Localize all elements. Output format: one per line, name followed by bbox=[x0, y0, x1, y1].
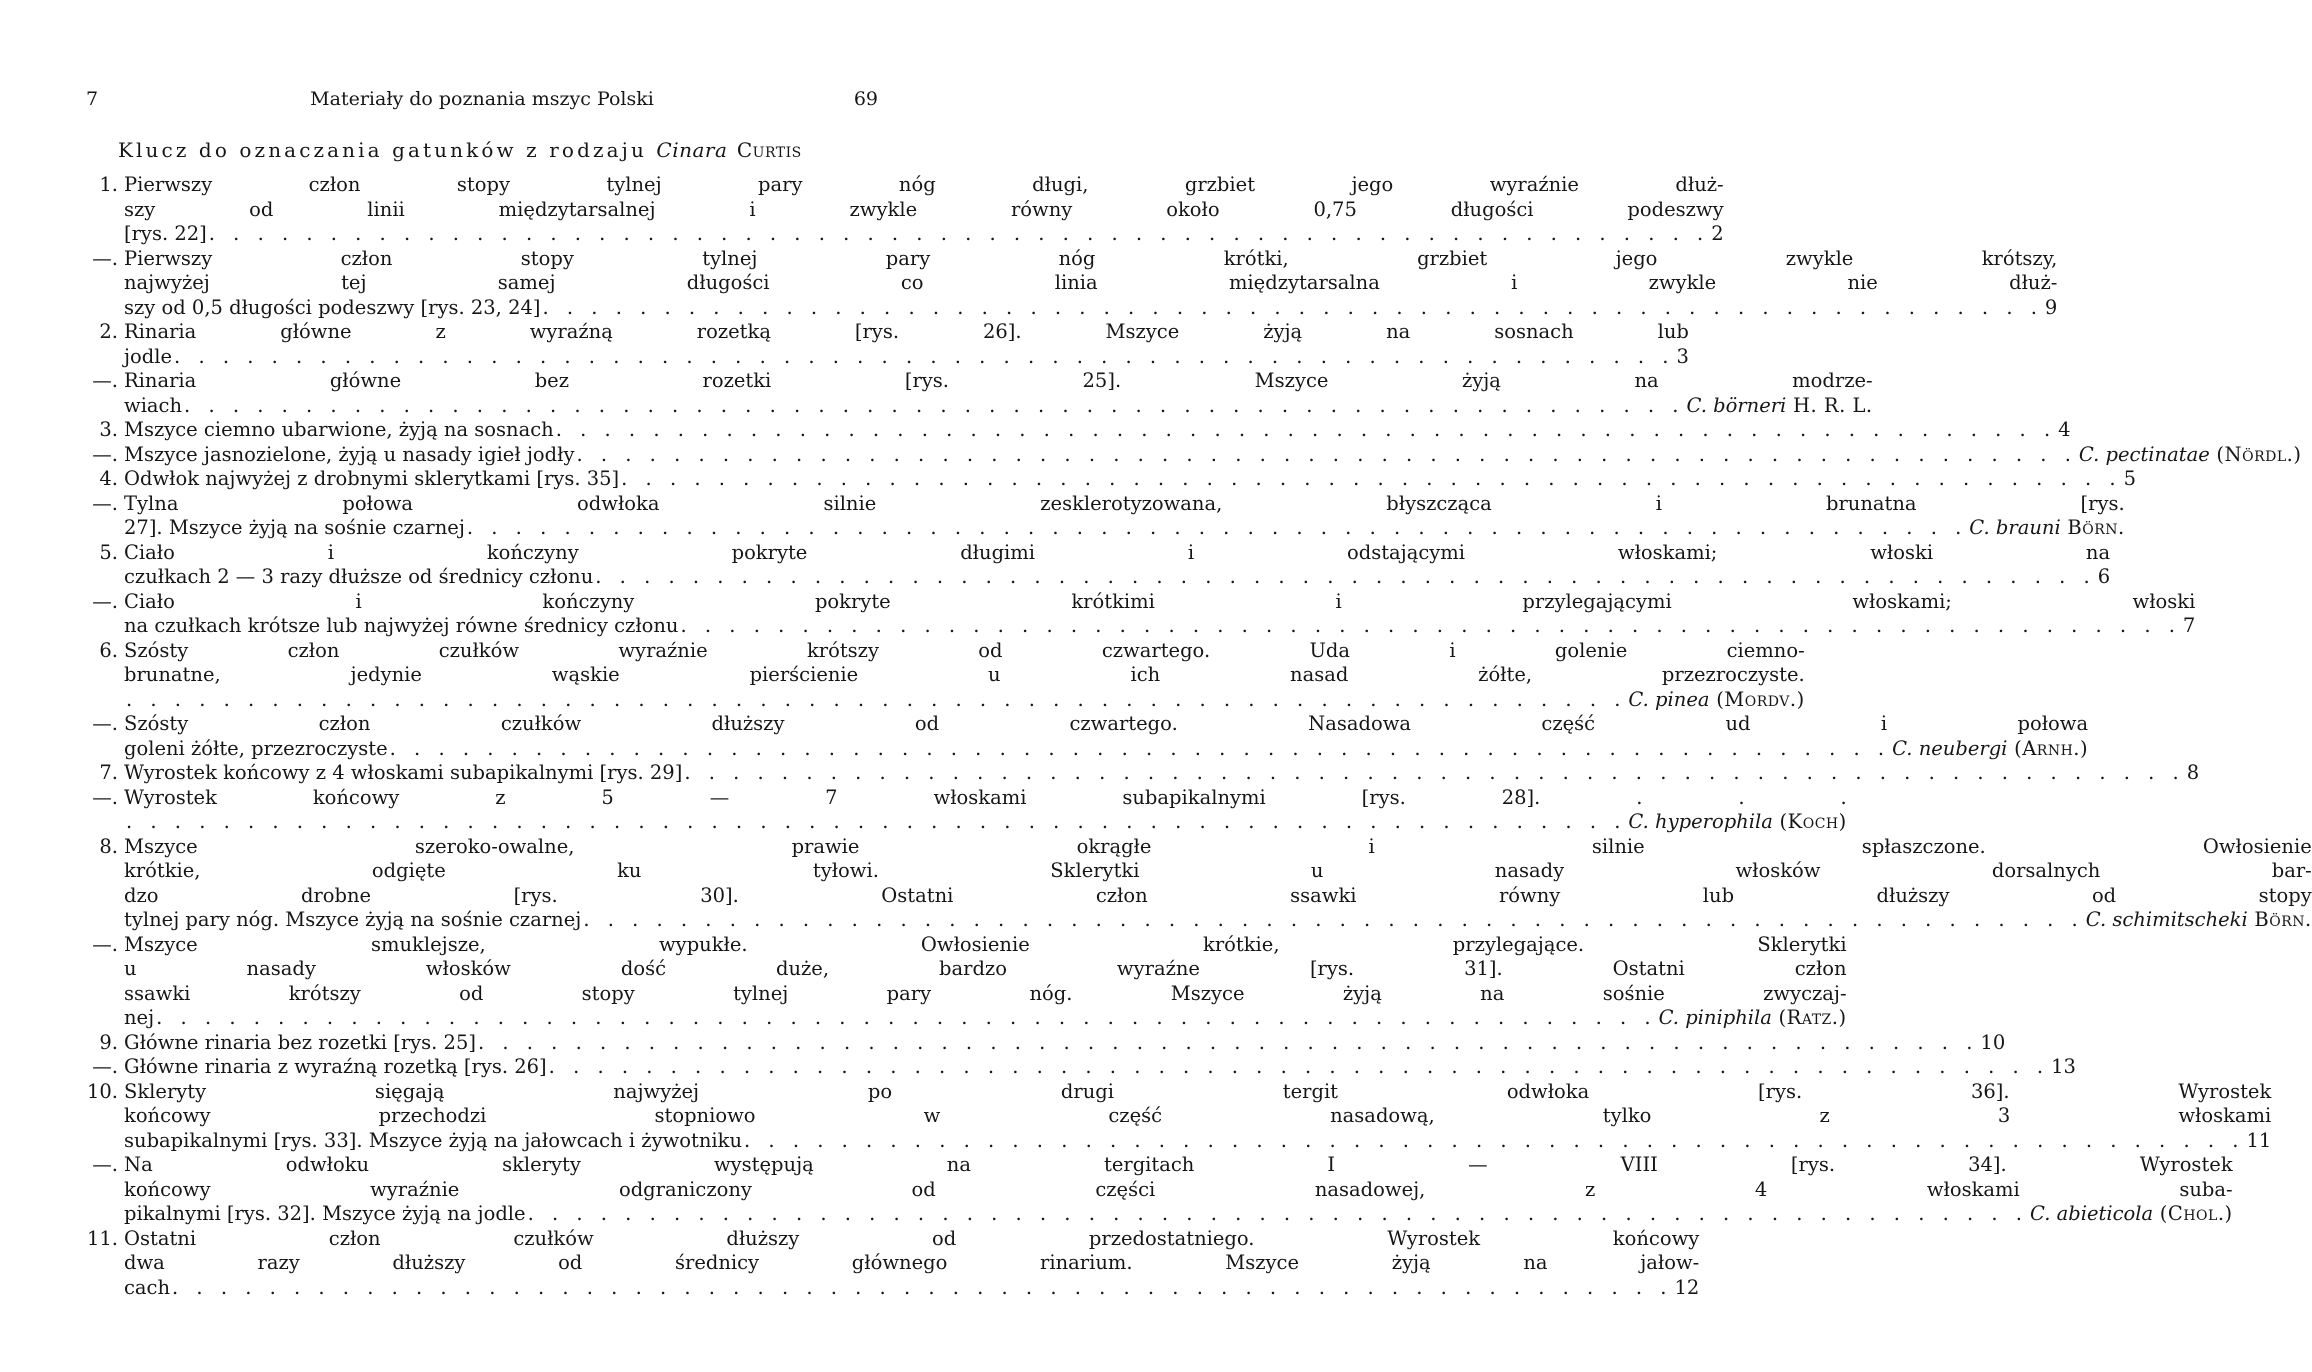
dot-leader: . . . . . . . . . . . . . . . . . . . . . . . . . . . . . . . . . . . . . . . . . . . . . . . . . . . . . . . . . . . . . . bbox=[684, 761, 2185, 784]
dot-leader: . . . . . . . . . . . . . . . . . . . . . . . . . . . . . . . . . . . . . . . . . . . . . . . . . . . . . . . . . . . . . . bbox=[126, 810, 1627, 833]
entry-line: Ciało i kończyny pokryte długimi i odstającymi włoskami; włoski na bbox=[124, 540, 2111, 564]
entry-lead-text: cach bbox=[124, 1275, 171, 1299]
entry-number: —. bbox=[92, 369, 118, 392]
dot-leader: . . . . . . . . . . . . . . . . . . . . . . . . . . . . . . . . . . . . . . . . . . . . . . . . . . . . . . . . . . . . . . bbox=[548, 1055, 2050, 1078]
entry-line: Skleryty sięgają najwyżej po drugi tergit odwłoka [rys. 36]. Wyrostek bbox=[124, 1079, 2272, 1103]
entry-text bbox=[118, 1080, 2271, 1154]
entry-lead-line bbox=[124, 737, 2088, 762]
species-author: Börn. bbox=[2060, 516, 2125, 539]
entry-line: Wyrostek końcowy z 5 — 7 włoskami subapikalnymi [rys. 28]. . . . bbox=[124, 785, 1847, 809]
entry-text bbox=[118, 590, 2195, 639]
entry-lead-text: nej bbox=[124, 1006, 155, 1029]
identification-key bbox=[76, 173, 2312, 1300]
key-entry bbox=[76, 540, 2111, 590]
entry-number: 2. bbox=[99, 320, 118, 343]
entry-target-couplet: 13 bbox=[2051, 1055, 2076, 1078]
entry-line: Mszyce smuklejsze, wypukłe. Owłosienie krótkie, przylegające. Sklerytki bbox=[124, 932, 1847, 956]
dot-leader: . . . . . . . . . . . . . . . . . . . . . . . . . . . . . . . . . . . . . . . . . . . . . . . . . . . . . . . . . . . . . . bbox=[156, 1006, 1657, 1029]
entry-lead-line bbox=[124, 565, 2110, 590]
key-entry bbox=[76, 1226, 1700, 1301]
entry-lead-line bbox=[124, 467, 2136, 492]
entry-line: u nasady włosków dość duże, bardzo wyraźne [rys. 31]. Ostatni człon bbox=[124, 957, 1847, 980]
entry-line: brunatne, jedynie wąskie pierścienie u ich nasad żółte, przezroczyste. bbox=[124, 663, 1805, 686]
entry-line: dwa razy dłuższy od średnicy głównego rinarium. Mszyce żyją na jałow- bbox=[124, 1251, 1700, 1274]
entry-lead-line bbox=[124, 222, 1724, 247]
key-title bbox=[118, 138, 868, 162]
entry-number: 4. bbox=[99, 467, 118, 490]
entry-target-couplet: 10 bbox=[1980, 1030, 2006, 1054]
species-binomial: C. piniphila bbox=[1658, 1006, 1772, 1029]
entry-lead-line bbox=[124, 516, 2125, 541]
entry-number: —. bbox=[92, 442, 118, 466]
entry-lead-line bbox=[124, 1129, 2271, 1154]
entry-lead-line bbox=[124, 418, 2071, 443]
key-entry bbox=[76, 589, 2196, 639]
entry-species-name bbox=[1628, 810, 1846, 835]
entry-lead-text: tylnej pary nóg. Mszyce żyją na sośnie czarnej bbox=[124, 908, 582, 931]
entry-line: Tylna połowa odwłoka silnie zesklerotyzowana, błyszcząca i brunatna [rys. bbox=[124, 491, 2125, 515]
entry-lead-line bbox=[124, 908, 2312, 933]
entry-text bbox=[118, 247, 2057, 321]
entry-species-name bbox=[1628, 688, 1804, 713]
entry-number: 11. bbox=[86, 1226, 118, 1250]
entry-text bbox=[118, 835, 2312, 933]
key-entry bbox=[76, 932, 1847, 1031]
entry-line: dzo drobne [rys. 30]. Ostatni człon ssawki równy lub dłuższy od stopy bbox=[124, 883, 2312, 907]
entry-lead-line bbox=[124, 1055, 2076, 1080]
entry-number: —. bbox=[92, 932, 118, 956]
species-binomial: C. abieticola bbox=[2030, 1202, 2154, 1225]
entry-text bbox=[118, 1153, 2233, 1227]
entry-text bbox=[118, 933, 1847, 1031]
entry-lead-line bbox=[124, 1276, 1699, 1301]
species-author: Börn. bbox=[2247, 908, 2312, 931]
entry-lead-text: [rys. 22] bbox=[124, 222, 207, 245]
entry-text bbox=[118, 173, 1724, 247]
entry-lead-text: wiach bbox=[124, 393, 183, 417]
entry-species-name bbox=[1892, 737, 2088, 762]
entry-line: krótkie, odgięte ku tyłowi. Sklerytki u nasady włosków dorsalnych bar- bbox=[124, 859, 2312, 882]
entry-text bbox=[118, 1227, 1699, 1301]
entry-line: ssawki krótszy od stopy tylnej pary nóg. Mszyce żyją na sośnie zwyczaj- bbox=[124, 981, 1847, 1005]
entry-text bbox=[118, 320, 1689, 369]
species-author: (Mordv.) bbox=[1709, 687, 1805, 711]
entry-number: —. bbox=[92, 1055, 118, 1078]
entry-lead-text: pikalnymi [rys. 32]. Mszyce żyją na jodle bbox=[124, 1202, 526, 1225]
entry-line: Pierwszy człon stopy tylnej pary nóg długi, grzbiet jego wyraźnie dłuż- bbox=[124, 173, 1724, 196]
entry-lead-text: na czułkach krótsze lub najwyżej równe średnicy członu bbox=[124, 614, 679, 637]
page-header bbox=[86, 88, 878, 116]
key-entry bbox=[76, 638, 1805, 713]
entry-number: 3. bbox=[99, 418, 118, 441]
entry-line: Mszyce szeroko-owalne, prawie okrągłe i silnie spłaszczone. Owłosienie bbox=[124, 834, 2312, 858]
entry-number: 1. bbox=[99, 173, 118, 196]
dot-leader: . . . . . . . . . . . . . . . . . . . . . . . . . . . . . . . . . . . . . . . . . . . . . . . . . . . . . . . . . . . . . . bbox=[542, 295, 2043, 319]
entry-target-couplet: 4 bbox=[2058, 418, 2071, 441]
entry-target-couplet: 8 bbox=[2186, 761, 2200, 784]
entry-lead-line bbox=[124, 810, 1847, 835]
entry-lead-text: szy od 0,5 długości podeszwy [rys. 23, 24] bbox=[124, 295, 541, 319]
key-title-genus: Cinara bbox=[656, 138, 728, 162]
entry-species-name bbox=[2079, 443, 2302, 468]
species-author: (Chol.) bbox=[2153, 1202, 2233, 1225]
entry-number: 10. bbox=[86, 1079, 118, 1103]
entry-target-couplet: 12 bbox=[1674, 1275, 1700, 1299]
key-entry bbox=[76, 467, 2136, 492]
entry-species-name bbox=[2030, 1202, 2233, 1227]
dot-leader: . . . . . . . . . . . . . . . . . . . . . . . . . . . . . . . . . . . . . . . . . . . . . . . . . . . . . . . . . . . . . . bbox=[555, 418, 2057, 441]
entry-lead-line bbox=[124, 443, 2301, 468]
dot-leader: . . . . . . . . . . . . . . . . . . . . . . . . . . . . . . . . . . . . . . . . . . . . . . . . . . . . . . . . . . . . . . bbox=[389, 736, 1891, 760]
key-entry bbox=[76, 442, 2302, 468]
dot-leader: . . . . . . . . . . . . . . . . . . . . . . . . . . . . . . . . . . . . . . . . . . . . . . . . . . . . . . . . . . . . . . bbox=[466, 516, 1968, 539]
species-binomial: C. hyperophila bbox=[1628, 810, 1773, 833]
entry-text bbox=[118, 1055, 2076, 1080]
entry-species-name bbox=[1659, 1006, 1847, 1031]
entry-line: Szósty człon czułków wyraźnie krótszy od czwartego. Uda i golenie ciemno- bbox=[124, 638, 1805, 662]
entry-lead-line bbox=[124, 345, 1689, 370]
dot-leader: . . . . . . . . . . . . . . . . . . . . . . . . . . . . . . . . . . . . . . . . . . . . . . . . . . . . . . . . . . . . . . bbox=[595, 565, 2096, 588]
species-binomial: C. brauni bbox=[1969, 516, 2061, 539]
entry-target-couplet: 5 bbox=[2123, 467, 2136, 490]
dot-leader: . . . . . . . . . . . . . . . . . . . . . . . . . . . . . . . . . . . . . . . . . . . . . . . . . . . . . . . . . . . . . . bbox=[174, 344, 1675, 368]
entry-line: Ostatni człon czułków dłuższy od przedostatniego. Wyrostek końcowy bbox=[124, 1226, 1700, 1250]
dot-leader: . . . . . . . . . . . . . . . . . . . . . . . . . . . . . . . . . . . . . . . . . . . . . . . . . . . . . . . . . . . . . . bbox=[680, 614, 2181, 637]
entry-number: —. bbox=[92, 246, 118, 270]
entry-species-name bbox=[2086, 908, 2312, 933]
entry-text bbox=[118, 492, 2125, 541]
entry-lead-line bbox=[124, 614, 2195, 639]
entry-line: końcowy wyraźnie odgraniczony od części nasadowej, z 4 włoskami suba- bbox=[124, 1177, 2233, 1201]
entry-lead-line bbox=[124, 296, 2057, 321]
key-entry bbox=[76, 1079, 2272, 1154]
entry-line: Szósty człon czułków dłuższy od czwartego. Nasadowa część ud i połowa bbox=[124, 712, 2089, 735]
entry-species-name bbox=[1969, 516, 2124, 541]
dot-leader: . . . . . . . . . . . . . . . . . . . . . . . . . . . . . . . . . . . . . . . . . . . . . . . . . . . . . . . . . . . . . . bbox=[172, 1275, 1673, 1299]
key-entry bbox=[76, 418, 2071, 443]
species-binomial: C. pectinatae bbox=[2078, 442, 2210, 466]
species-binomial: C. neubergi bbox=[1892, 736, 2008, 760]
dot-leader: . . . . . . . . . . . . . . . . . . . . . . . . . . . . . . . . . . . . . . . . . . . . . . . . . . . . . . . . . . . . . . bbox=[208, 222, 1710, 245]
key-entry bbox=[76, 1153, 2233, 1227]
key-entry bbox=[76, 785, 1847, 835]
entry-target-couplet: 3 bbox=[1676, 344, 1689, 368]
entry-text bbox=[118, 639, 1805, 713]
entry-target-couplet: 7 bbox=[2182, 614, 2196, 637]
entry-lead-text: Odwłok najwyżej z drobnymi sklerytkami [rys. 35] bbox=[124, 467, 620, 490]
entry-lead-text: goleni żółte, przezroczyste bbox=[124, 736, 388, 760]
dot-leader: . . . . . . . . . . . . . . . . . . . . . . . . . . . . . . . . . . . . . . . . . . . . . . . . . . . . . . . . . . . . . . bbox=[126, 687, 1627, 711]
species-author: (Arnh.) bbox=[2007, 736, 2089, 760]
dot-leader: . . . . . . . . . . . . . . . . . . . . . . . . . . . . . . . . . . . . . . . . . . . . . . . . . . . . . . . . . . . . . . bbox=[527, 1202, 2028, 1225]
species-binomial: C. schimitscheki bbox=[2085, 908, 2248, 931]
entry-text bbox=[118, 467, 2136, 492]
entry-line: Na odwłoku skleryty występują na tergitach I — VIII [rys. 34]. Wyrostek bbox=[124, 1153, 2233, 1176]
key-entry bbox=[76, 1055, 2076, 1080]
entry-number: —. bbox=[92, 712, 118, 735]
entry-lead-line bbox=[124, 1006, 1847, 1031]
entry-text bbox=[118, 443, 2301, 468]
species-binomial: C. börneri bbox=[1686, 393, 1787, 417]
entry-lead-line bbox=[124, 688, 1805, 713]
entry-lead-text: Główne rinaria z wyraźną rozetką [rys. 26] bbox=[124, 1055, 547, 1078]
entry-lead-text: jodle bbox=[124, 344, 173, 368]
entry-target-couplet: 2 bbox=[1711, 222, 1724, 245]
page-number: 69 bbox=[853, 88, 878, 110]
dot-leader: . . . . . . . . . . . . . . . . . . . . . . . . . . . . . . . . . . . . . . . . . . . . . . . . . . . . . . . . . . . . . . bbox=[583, 908, 2084, 931]
species-author: H. R. L. bbox=[1786, 393, 1873, 417]
entry-number: —. bbox=[92, 589, 118, 613]
species-author: (Koch) bbox=[1772, 810, 1847, 833]
entry-line: Ciało i kończyny pokryte krótkimi i przylegającymi włoskami; włoski bbox=[124, 589, 2196, 613]
entry-text bbox=[118, 712, 2088, 761]
entry-species-name bbox=[1686, 394, 1872, 419]
entry-lead-text: czułkach 2 — 3 razy dłuższe od średnicy członu bbox=[124, 565, 594, 588]
entry-target-couplet: 9 bbox=[2044, 295, 2058, 319]
key-entry bbox=[76, 761, 2200, 786]
entry-number: 7. bbox=[99, 761, 118, 784]
entry-number: 9. bbox=[99, 1030, 118, 1054]
entry-text bbox=[118, 786, 1847, 835]
key-entry bbox=[76, 712, 2089, 761]
entry-line: końcowy przechodzi stopniowo w część nasadową, tylko z 3 włoskami bbox=[124, 1104, 2272, 1127]
key-entry bbox=[76, 369, 1873, 418]
key-title-author: Curtis bbox=[736, 138, 802, 162]
entry-lead-line bbox=[124, 394, 1873, 419]
running-title: Materiały do poznania mszyc Polski bbox=[310, 88, 654, 110]
species-author: (Ratz.) bbox=[1771, 1006, 1847, 1029]
entry-text bbox=[118, 761, 2199, 786]
entry-number: 5. bbox=[99, 540, 118, 564]
dot-leader: . . . . . . . . . . . . . . . . . . . . . . . . . . . . . . . . . . . . . . . . . . . . . . . . . . . . . . . . . . . . . . bbox=[184, 393, 1685, 417]
entry-text bbox=[118, 1031, 2005, 1056]
dot-leader: . . . . . . . . . . . . . . . . . . . . . . . . . . . . . . . . . . . . . . . . . . . . . . . . . . . . . . . . . . . . . . bbox=[576, 442, 2077, 466]
key-entry bbox=[76, 491, 2125, 541]
entry-number: 8. bbox=[99, 834, 118, 858]
entry-line: Pierwszy człon stopy tylnej pary nóg krótki, grzbiet jego zwykle krótszy, bbox=[124, 246, 2058, 270]
entry-number: —. bbox=[92, 1153, 118, 1176]
entry-lead-text: subapikalnymi [rys. 33]. Mszyce żyją na jałowcach i żywotniku bbox=[124, 1128, 743, 1152]
key-title-prefix: Klucz do oznaczania gatunków z rodzaju bbox=[118, 138, 647, 162]
dot-leader: . . . . . . . . . . . . . . . . . . . . . . . . . . . . . . . . . . . . . . . . . . . . . . . . . . . . . . . . . . . . . . bbox=[477, 1030, 1979, 1054]
entry-text bbox=[118, 541, 2110, 590]
entry-lead-text: Mszyce jasnozielone, żyją u nasady igieł jodły bbox=[124, 442, 575, 466]
entry-lead-line bbox=[124, 1202, 2233, 1227]
entry-text bbox=[118, 418, 2071, 443]
entry-line: Rinaria główne bez rozetki [rys. 25]. Mszyce żyją na modrze- bbox=[124, 369, 1873, 392]
entry-number: 6. bbox=[99, 638, 118, 662]
signature-number: 7 bbox=[86, 88, 99, 110]
entry-lead-text: Wyrostek końcowy z 4 włoskami subapikalnymi [rys. 29] bbox=[124, 761, 683, 784]
entry-target-couplet: 11 bbox=[2246, 1128, 2272, 1152]
entry-lead-line bbox=[124, 1031, 2005, 1056]
entry-lead-text: Mszyce ciemno ubarwione, żyją na sosnach bbox=[124, 418, 554, 441]
entry-text bbox=[118, 369, 1873, 418]
entry-number: —. bbox=[92, 785, 118, 809]
key-entry bbox=[76, 246, 2058, 321]
entry-line: szy od linii międzytarsalnej i zwykle równy około 0,75 długości podeszwy bbox=[124, 197, 1724, 221]
entry-lead-line bbox=[124, 761, 2199, 786]
dot-leader: . . . . . . . . . . . . . . . . . . . . . . . . . . . . . . . . . . . . . . . . . . . . . . . . . . . . . . . . . . . . . . bbox=[744, 1128, 2245, 1152]
key-entry bbox=[76, 1030, 2006, 1056]
species-binomial: C. pinea bbox=[1628, 687, 1710, 711]
key-entry bbox=[76, 834, 2312, 933]
entry-line: najwyżej tej samej długości co linia międzytarsalna i zwykle nie dłuż- bbox=[124, 271, 2058, 294]
dot-leader: . . . . . . . . . . . . . . . . . . . . . . . . . . . . . . . . . . . . . . . . . . . . . . . . . . . . . . . . . . . . . . bbox=[621, 467, 2122, 490]
species-author: (Nördl.) bbox=[2209, 442, 2302, 466]
entry-lead-text: Główne rinaria bez rozetki [rys. 25] bbox=[124, 1030, 476, 1054]
entry-target-couplet: 6 bbox=[2097, 565, 2111, 588]
entry-line: Rinaria główne z wyraźną rozetką [rys. 26]. Mszyce żyją na sosnach lub bbox=[124, 320, 1689, 343]
entry-number: —. bbox=[92, 491, 118, 515]
key-entry bbox=[76, 320, 1689, 369]
entry-lead-text: 27]. Mszyce żyją na sośnie czarnej bbox=[124, 516, 465, 539]
key-entry bbox=[76, 173, 1724, 247]
